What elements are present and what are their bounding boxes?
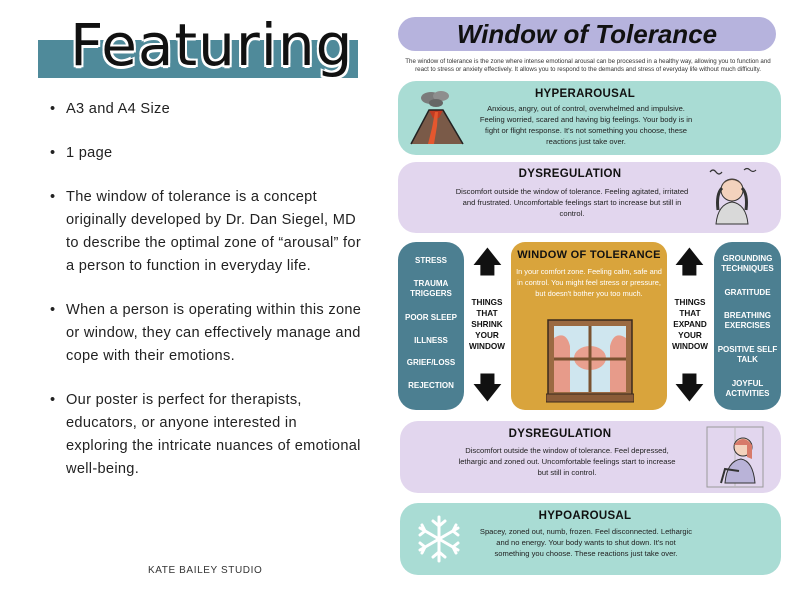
expand-item: GROUNDING TECHNIQUES [721,254,774,273]
stressed-person-icon [704,166,758,226]
shrink-item: TRAUMA TRIGGERS [410,279,452,298]
featuring-heading: Featuring [70,11,354,79]
expand-item: GRATITUDE [724,288,771,297]
snowflake-icon [414,514,464,564]
hypoarousal-heading: HYPOAROUSAL [538,510,632,522]
feature-list [48,98,363,502]
feature-item: • A3 and A4 Size [48,98,363,121]
shrink-item: POOR SLEEP [404,313,457,322]
feature-item: • 1 page [48,142,363,165]
feature-item: • Our poster is perfect for therapists, educators, or anyone interested in exploring the intricate nuances of emotional well-being. [48,389,363,481]
hypoarousal-text: Spacey, zoned out, numb, frozen. Feel disconnected. Lethargic and no energy. Your body wants to shut down. It's not something you choose. These reactions just take over. [479,527,693,558]
feature-item: • When a person is operating within this zone or window, they can effectively manage and cope with their emotions. [48,299,363,368]
poster-intro: The window of tolerance is the zone where intense emotional arousal can be processed in a healthy way, allowing you to function and react to stress or anxiety effectively. It allows you to respond to the demands and stress of everyday life without much difficulty. [405,58,771,73]
dysregulation-top-text: Discomfort outside the window of tolerance. Feeling agitated, irritated and frustrated. Uncomfortable feelings start to increase but still in control. [455,187,689,218]
shrink-item: STRESS [414,256,447,265]
expand-item: JOYFUL ACTIVITIES [725,379,770,398]
expand-item: BREATHING EXERCISES [724,311,771,330]
poster-title: Window of Tolerance [456,19,718,49]
dysregulation-bottom-heading: DYSREGULATION [508,428,612,440]
sad-person-icon [705,425,765,489]
shrink-label: THINGS THAT SHRINK YOUR WINDOW [469,298,505,351]
studio-name: KATE BAILEY STUDIO [148,565,263,576]
expand-item: POSITIVE SELF TALK [717,345,778,364]
dysregulation-bottom-text: Discomfort outside the window of tolerance. Feel depressed, lethargic and zoned out. Uncomfortable feelings start to increase but still in control. [458,446,676,477]
volcano-icon [405,88,467,148]
shrink-item: ILLNESS [414,336,448,345]
hyperarousal-text: Anxious, angry, out of control, overwhelmed and impulsive. Feeling worried, scared and having big feelings. Your body is in fight or flight response. It's not something you choose, these reactions just take over. [479,104,693,146]
window-text: In your comfort zone. Feeling calm, safe and in control. You might feel stress or pressure, but doesn't bother you too much. [516,267,662,298]
hyperarousal-heading: HYPERAROUSAL [534,88,636,100]
window-icon [546,318,634,404]
expand-label: THINGS THAT EXPAND YOUR WINDOW [672,298,708,351]
shrink-item: REJECTION [408,381,454,390]
arrow-down-icon: 🡇 [674,372,705,405]
dysregulation-top-heading: DYSREGULATION [518,168,622,180]
window-heading: WINDOW OF TOLERANCE [517,249,661,261]
shrink-item: GRIEF/LOSS [406,358,456,367]
feature-item: • The window of tolerance is a concept originally developed by Dr. Dan Siegel, MD to describe the optimal zone of “arousal” for a person to function in everyday life. [48,186,363,278]
arrow-up-icon: 🡅 [472,246,503,279]
arrow-up-icon: 🡅 [674,246,705,279]
arrow-down-icon: 🡇 [472,372,503,405]
